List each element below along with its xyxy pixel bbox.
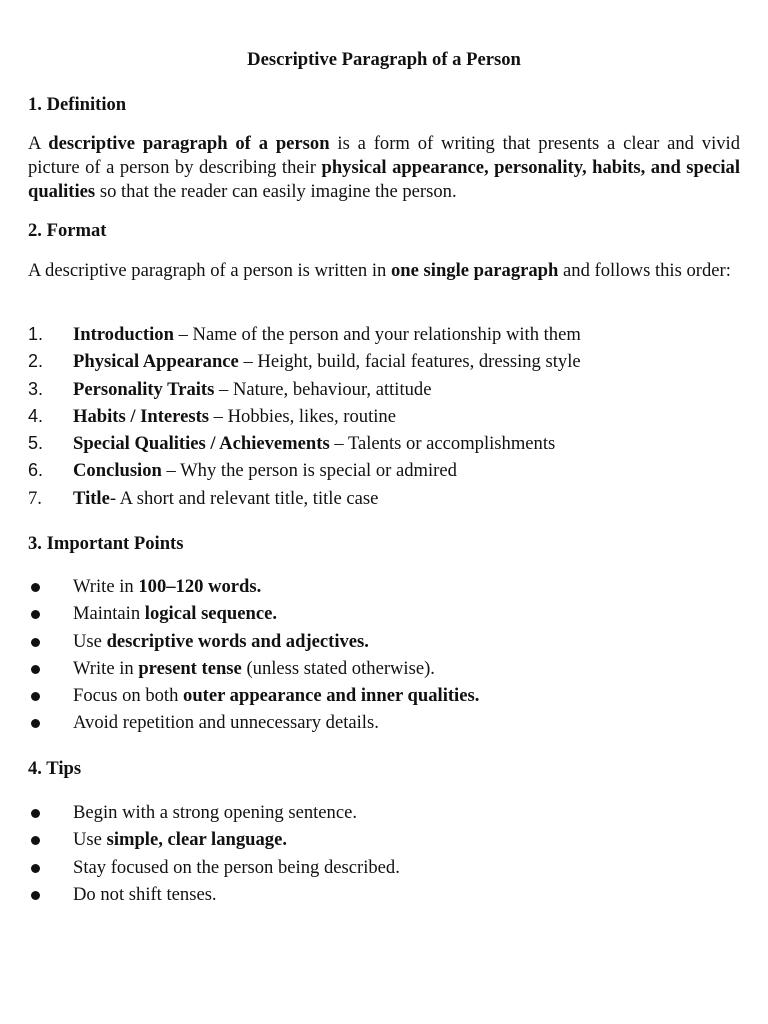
format-text-2: and follows this order: <box>563 260 731 281</box>
bullet-text-post: (unless stated otherwise). <box>241 657 435 679</box>
list-item-term: Personality Traits <box>73 378 215 400</box>
list-number: 4. <box>28 405 44 426</box>
list-item-text <box>73 485 378 512</box>
bullet-icon <box>31 891 40 900</box>
bullet-icon <box>31 583 40 592</box>
important-point-item <box>28 655 740 682</box>
bullet-text <box>73 682 479 709</box>
format-list <box>28 321 740 512</box>
list-item-term: Title <box>73 487 110 509</box>
document-page <box>28 0 740 1024</box>
tip-item <box>28 826 740 853</box>
bullet-text-pre: Do not shift tenses. <box>73 883 217 905</box>
bullet-text <box>73 826 287 853</box>
bullet-text-pre: Use <box>73 829 107 851</box>
definition-text-3: so that the reader can easily imagine the person. <box>99 181 457 202</box>
bullet-text-bold: outer appearance and inner qualities. <box>183 685 480 707</box>
bullet-text-pre: Write in <box>73 657 139 679</box>
bullet-text-pre: Focus on both <box>73 685 184 707</box>
bullet-text <box>73 655 435 682</box>
definition-qualities: physical appearance, personality, habits, and special qualities <box>28 157 740 202</box>
list-number: 3. <box>28 378 44 399</box>
tip-item <box>28 854 740 881</box>
list-item-desc: – Why the person is special or admired <box>161 460 457 482</box>
bullet-text-pre: Stay focused on the person being described. <box>73 856 400 878</box>
important-point-item <box>28 573 740 600</box>
bullet-icon <box>31 719 40 728</box>
list-item-desc: – Talents or accomplishments <box>329 433 556 455</box>
heading-definition: 1. Definition <box>28 94 127 115</box>
definition-text-1: A <box>28 133 41 154</box>
list-item-desc: - A short and relevant title, title case <box>109 487 379 509</box>
list-item-desc: – Name of the person and your relationship with them <box>173 324 581 345</box>
list-item-text <box>73 376 432 403</box>
list-item-text <box>73 321 581 348</box>
list-item-term: Habits / Interests <box>73 405 210 427</box>
bullet-icon <box>31 610 40 619</box>
bullet-icon <box>31 638 40 647</box>
tips-list <box>28 799 740 908</box>
bullet-text-pre: Maintain <box>73 603 145 625</box>
list-number: 6. <box>28 460 44 481</box>
list-item-term: Physical Appearance <box>73 351 239 373</box>
bullet-icon <box>31 692 40 701</box>
bullet-icon <box>31 665 40 674</box>
definition-paragraph <box>28 132 740 204</box>
important-point-item <box>28 600 740 627</box>
list-item-desc: – Height, build, facial features, dressing style <box>238 351 581 373</box>
bullet-text <box>73 573 261 600</box>
bullet-text-pre: Use <box>73 630 107 652</box>
list-item-term: Special Qualities / Achievements <box>73 433 330 455</box>
bullet-text-pre: Write in <box>73 576 139 597</box>
format-list-item <box>28 348 740 375</box>
bullet-icon <box>31 836 40 845</box>
bullet-text <box>73 600 277 627</box>
format-paragraph <box>28 259 740 283</box>
bullet-text-pre: Avoid repetition and unnecessary details. <box>73 712 379 734</box>
bullet-icon <box>31 864 40 873</box>
important-point-item <box>28 628 740 655</box>
tip-item <box>28 799 740 826</box>
important-points-list <box>28 573 740 737</box>
definition-text-2: is a form of writing that presents a clear and vivid picture of a person by describing their <box>28 133 740 178</box>
heading-format: 2. Format <box>28 220 107 241</box>
important-point-item <box>28 709 740 736</box>
list-number: 7. <box>28 487 42 509</box>
bullet-text <box>73 881 217 908</box>
bullet-text <box>73 709 379 736</box>
list-item-desc: – Hobbies, likes, routine <box>209 405 396 427</box>
bullet-text-bold: logical sequence. <box>144 603 277 625</box>
list-number: 2. <box>28 351 44 372</box>
format-list-item <box>28 457 740 484</box>
bullet-text-bold: simple, clear language. <box>106 829 287 851</box>
important-point-item <box>28 682 740 709</box>
document-title: Descriptive Paragraph of a Person <box>247 49 521 70</box>
list-item-text <box>73 430 555 457</box>
list-number: 1. <box>28 324 44 344</box>
format-text-1: A descriptive paragraph of a person is written in <box>28 260 387 281</box>
bullet-icon <box>31 809 40 818</box>
bullet-text <box>73 799 357 826</box>
list-item-text <box>73 457 457 484</box>
list-item-term: Introduction <box>73 324 174 345</box>
format-list-item <box>28 321 740 348</box>
list-item-desc: – Nature, behaviour, attitude <box>214 378 432 400</box>
list-item-term: Conclusion <box>73 460 162 482</box>
bullet-text-bold: 100–120 words. <box>138 576 262 597</box>
tip-item <box>28 881 740 908</box>
bullet-text <box>73 854 400 881</box>
heading-important-points: 3. Important Points <box>28 533 184 554</box>
bullet-text <box>73 628 369 655</box>
format-list-item <box>28 403 740 430</box>
bullet-text-bold: present tense <box>138 657 242 679</box>
format-list-item <box>28 376 740 403</box>
format-list-item <box>28 430 740 457</box>
bullet-text-pre: Begin with a strong opening sentence. <box>73 802 358 823</box>
list-number: 5. <box>28 433 44 454</box>
list-item-text <box>73 348 581 375</box>
list-item-text <box>73 403 396 430</box>
format-list-item <box>28 485 740 512</box>
bullet-text-bold: descriptive words and adjectives. <box>106 630 369 652</box>
heading-tips: 4. Tips <box>28 758 82 779</box>
definition-term: descriptive paragraph of a person <box>48 133 330 154</box>
format-bold: one single paragraph <box>391 260 559 281</box>
